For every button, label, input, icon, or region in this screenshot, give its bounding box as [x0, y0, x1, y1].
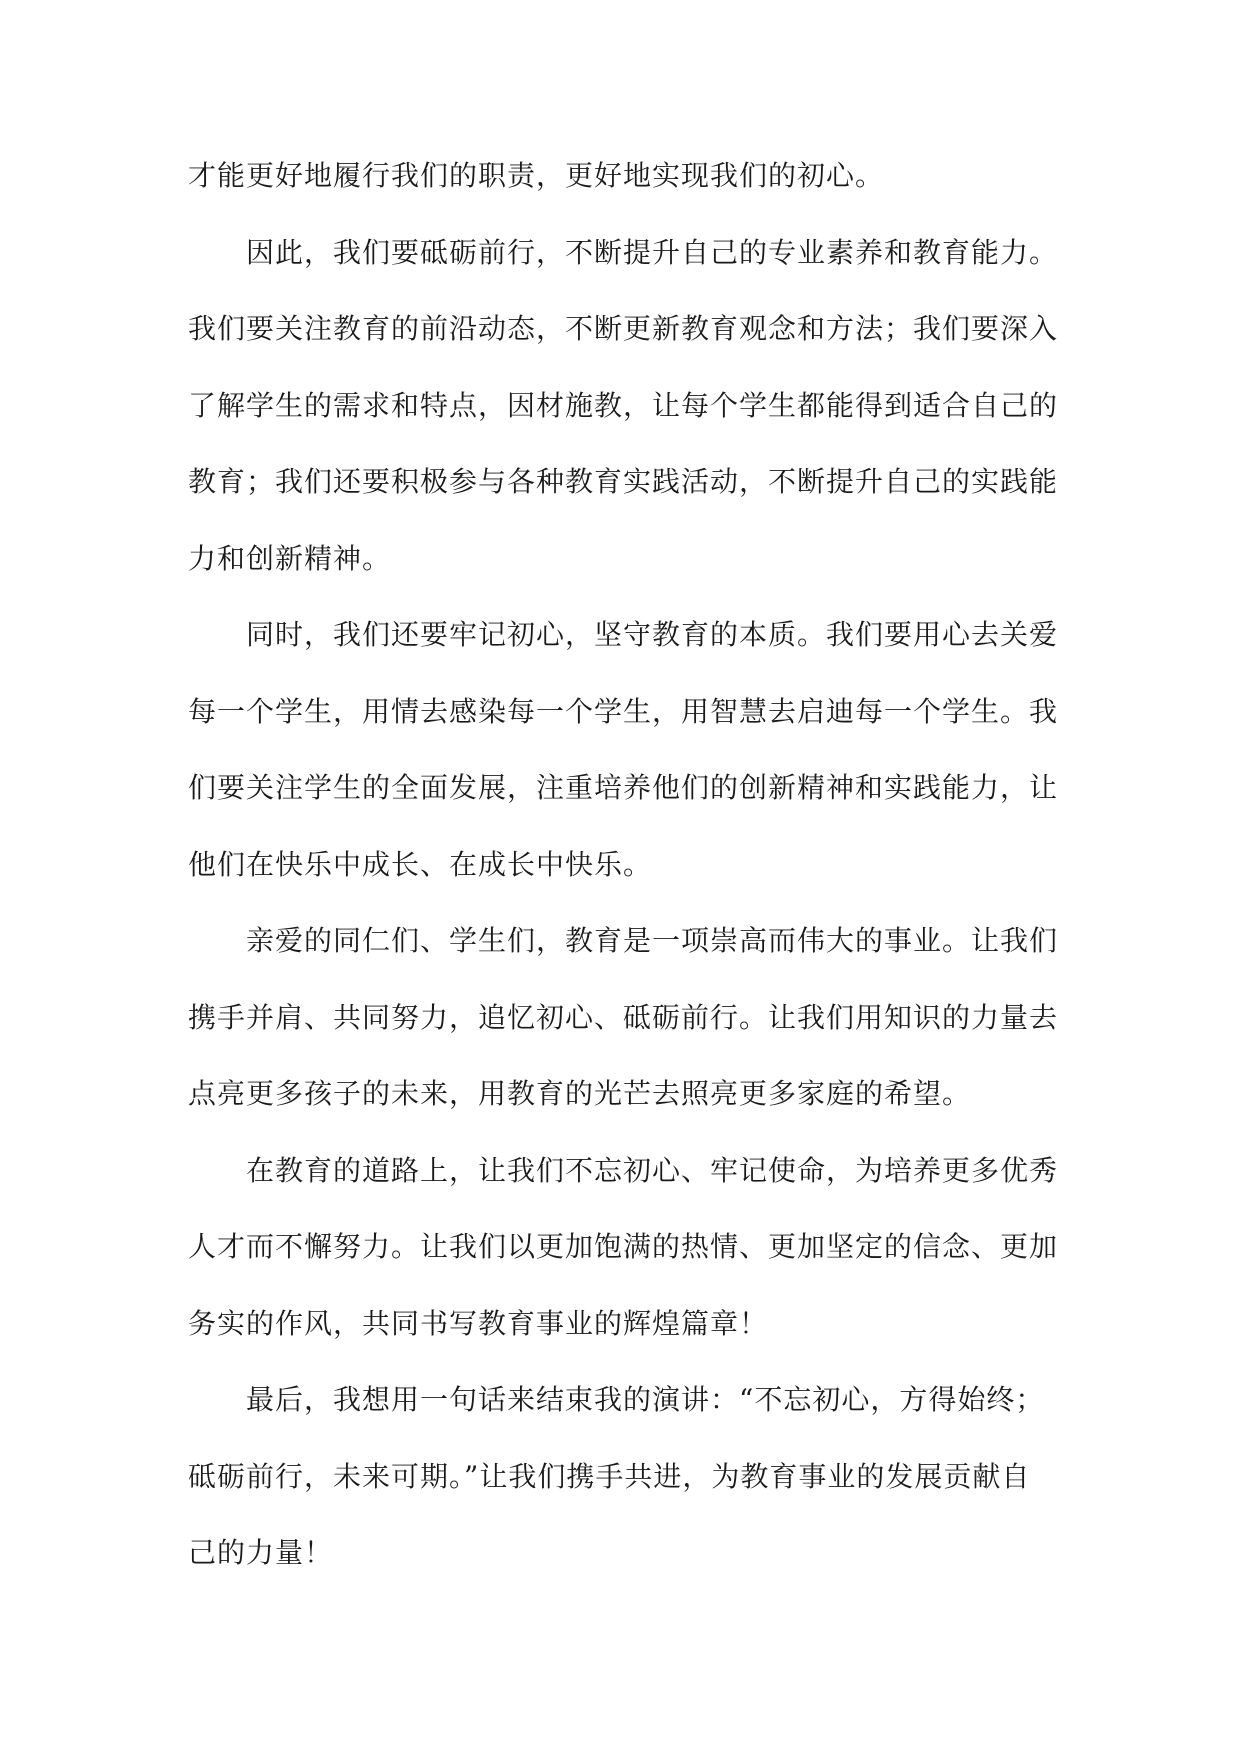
text-line: 砥砺前行，未来可期。”让我们携手共进，为教育事业的发展贡献自: [188, 1459, 1031, 1493]
text-line: 每一个学生，用情去感染每一个学生，用智慧去启迪每一个学生。我: [188, 694, 1059, 728]
text-line: 才能更好地履行我们的职责，更好地实现我们的初心。: [188, 159, 885, 192]
paragraph-start-line: 因此，我们要砥砺前行，不断提升自己的专业素养和教育能力。: [246, 235, 1059, 269]
text-line: 人才而不懈努力。让我们以更加饱满的热情、更加坚定的信念、更加: [188, 1230, 1059, 1263]
text-line: 己的力量！: [188, 1536, 334, 1569]
text-line: 务实的作风，共同书写教育事业的辉煌篇章！: [188, 1306, 769, 1340]
text-line: 点亮更多孩子的未来，用教育的光芒去照亮更多家庭的希望。: [188, 1077, 972, 1110]
text-line: 教育；我们还要积极参与各种教育实践活动，不断提升自己的实践能: [188, 465, 1059, 498]
text-line: 们要关注学生的全面发展，注重培养他们的创新精神和实践能力，让: [188, 771, 1059, 804]
paragraph-start-line: 同时，我们还要牢记初心，坚守教育的本质。我们要用心去关爱: [246, 618, 1059, 651]
paragraph-start-line: 亲爱的同仁们、学生们，教育是一项崇高而伟大的事业。让我们: [246, 924, 1059, 957]
paragraph-start-line: 最后，我想用一句话来结束我的演讲：“不忘初心，方得始终；: [246, 1383, 1045, 1416]
text-line: 携手并肩、共同努力，追忆初心、砥砺前行。让我们用知识的力量去: [188, 1000, 1059, 1034]
document-body: [188, 138, 1068, 1592]
text-line: 力和创新精神。: [188, 541, 392, 575]
paragraph-start-line: 在教育的道路上，让我们不忘初心、牢记使命，为培养更多优秀: [246, 1153, 1059, 1187]
text-line: 他们在快乐中成长、在成长中快乐。: [188, 847, 653, 881]
text-line: 我们要关注教育的前沿动态，不断更新教育观念和方法；我们要深入: [188, 312, 1059, 345]
text-line: 了解学生的需求和特点，因材施教，让每个学生都能得到适合自己的: [188, 388, 1059, 422]
